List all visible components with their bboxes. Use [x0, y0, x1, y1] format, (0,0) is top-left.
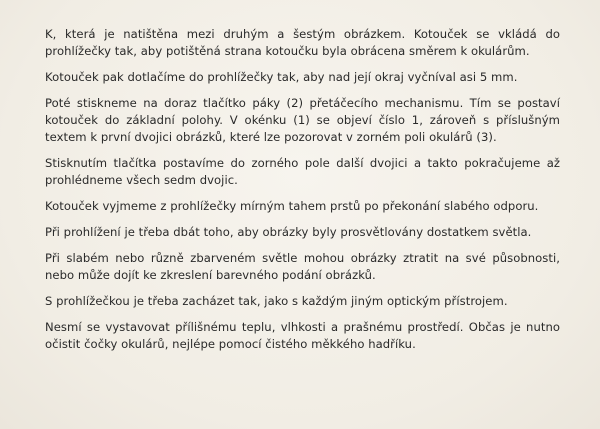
paragraph-6: Při prohlížení je třeba dbát toho, aby obrázky byly prosvětlovány dostatkem světla. — [45, 225, 532, 239]
paragraph-2: Kotouček pak dotlačíme do prohlížečky tak, aby nad její okraj vyčníval asi 5 mm. — [45, 70, 518, 84]
instruction-text — [45, 26, 560, 362]
paragraph-4: Stisknutím tlačítka postavíme do zorného pole další dvojici a takto pokračujeme až prohlédneme všech sedm dvojic. — [45, 156, 560, 187]
paragraph-8: S prohlížečkou je třeba zacházet tak, jako s každým jiným optickým přístrojem. — [45, 294, 508, 308]
paragraph-9: Nesmí se vystavovat přílišnému teplu, vlhkosti a prašnému prostředí. Občas je nutno očistit čočky okulárů, nejlépe pomocí čistého měkkého hadříku. — [45, 320, 560, 351]
paragraph-7: Při slabém nebo různě zbarveném světle mohou obrázky ztratit na své působnosti, nebo může dojít ke zkreslení barevného podání obrázků. — [45, 251, 560, 282]
paragraph-5: Kotouček vyjmeme z prohlížečky mírným tahem prstů po překonání slabého odporu. — [45, 199, 539, 213]
paragraph-1: K, která je natištěna mezi druhým a šestým obrázkem. Kotouček se vkládá do prohlížečky tak, aby potištěná strana kotoučku byla obrácena směrem k okulárům. — [45, 27, 560, 58]
paragraph-3: Poté stiskneme na doraz tlačítko páky (2) přetáčecího mechanismu. Tím se postaví kotouček do základní polohy. V okénku (1) se objeví číslo 1, zároveň s příslušným textem k první dvojici obrázků, které lze pozorovat v zorném poli okulárů (3). — [45, 96, 560, 144]
